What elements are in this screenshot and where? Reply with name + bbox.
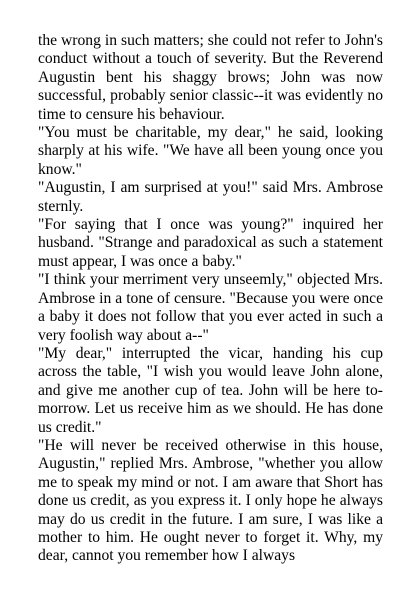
paragraph: "He will never be received otherwise in this house, Augustin," replied Mrs. Ambrose, "whether you allow me to speak my mind or not. I am aware that Short has done us credit, as you express it. I only hope he always may do us credit in the future. I am sure, I was like a mother to him. He ought never to forget it. Why, my dear, cannot you remember how I always [38,436,383,565]
paragraph: "For saying that I once was young?" inquired her husband. "Strange and paradoxical as such a statement must appear, I was once a baby." [38,216,383,270]
paragraph: "You must be charitable, my dear," he said, looking sharply at his wife. "We have all been young once you know." [38,124,383,178]
paragraph: the wrong in such matters; she could not refer to John's conduct without a touch of severity. But the Reverend Augustin bent his shaggy brows; John was now successful, probably senior classic--it was evidently no time to censure his behaviour. [38,32,383,123]
book-page-text [38,32,383,566]
paragraph: "I think your merriment very unseemly," objected Mrs. Ambrose in a tone of censure. "Because you were once a baby it does not follow that you ever acted in such a very foolish way about a--" [38,271,383,344]
paragraph: "My dear," interrupted the vicar, handing his cup across the table, "I wish you would leave John alone, and give me another cup of tea. John will be here to-morrow. Let us receive him as we should. He has done us credit." [38,344,383,436]
paragraph: "Augustin, I am surprised at you!" said Mrs. Ambrose sternly. [38,179,383,215]
